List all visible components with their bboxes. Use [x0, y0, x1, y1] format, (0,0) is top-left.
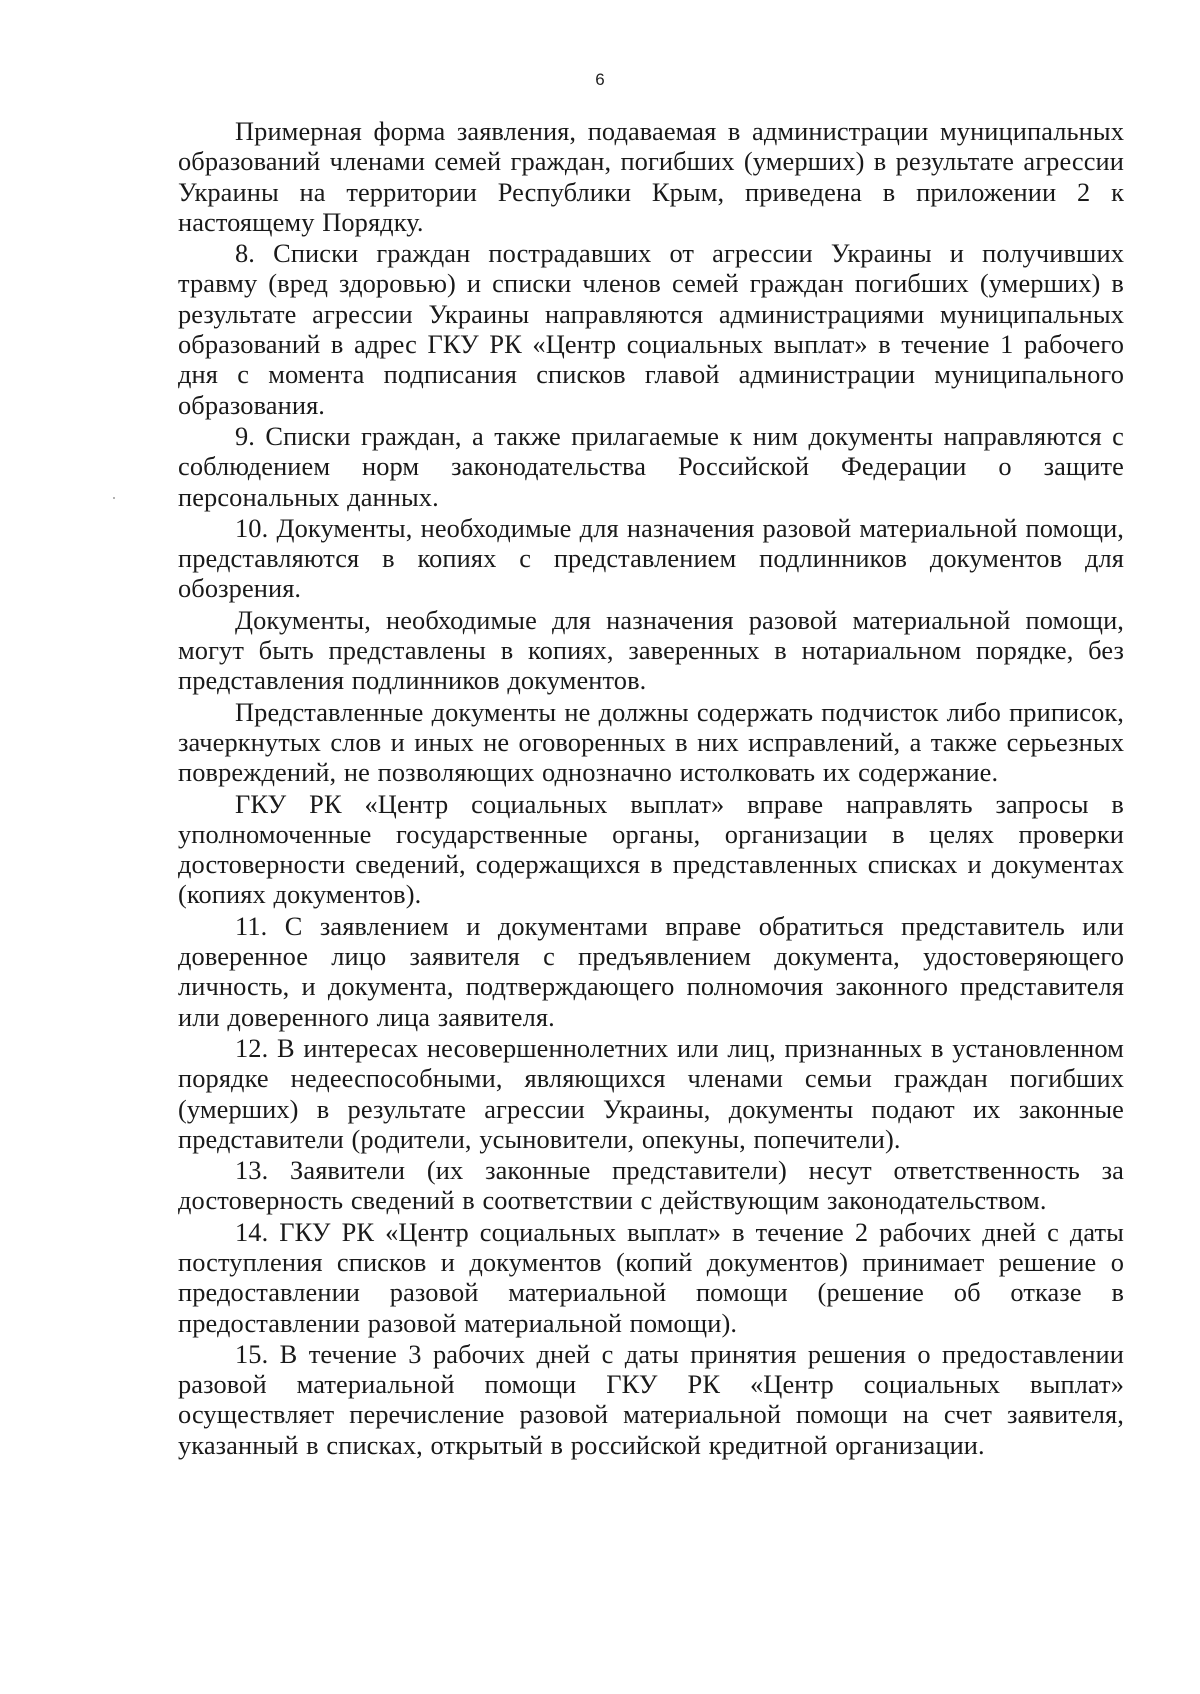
paragraph-9: 9. Списки граждан, а также прилагаемые к ним документы направляются с соблюдением норм законодательства Российской Федерации о защите персональных данных. — [178, 420, 1124, 512]
paragraph-13: 13. Заявители (их законные представители) несут ответственность за достоверность сведений в соответствии с действующим законодательством. — [178, 1155, 1124, 1216]
scan-speck — [113, 497, 115, 499]
page-number: 6 — [595, 70, 605, 89]
paragraph-10-verification-requests: ГКУ РК «Центр социальных выплат» вправе направлять запросы в уполномоченные государственные органы, организации в целях проверки достоверности сведений, содержащихся в представленных списках и документах (копиях документов). — [178, 788, 1124, 910]
paragraph-application-form-note: Примерная форма заявления, подаваемая в администрации муниципальных образований членами семей граждан, погибших (умерших) в результате агрессии Украины на территории Республики Крым, приведена в приложении 2 к настоящему Порядку. — [178, 116, 1124, 237]
paragraph-11: 11. С заявлением и документами вправе обратиться представитель или доверенное лицо заявителя с предъявлением документа, удостоверяющего личность, и документа, подтверждающего полномочия законного представителя или доверенного лица заявителя. — [178, 910, 1124, 1032]
document-body — [178, 116, 1124, 1461]
paragraph-10-document-condition: Представленные документы не должны содержать подчисток либо приписок, зачеркнутых слов и иных не оговоренных в них исправлений, а также серьезных повреждений, не позволяющих однозначно истолковать их содержание. — [178, 696, 1124, 788]
paragraph-10: 10. Документы, необходимые для назначения разовой материальной помощи, представляются в копиях с представлением подлинников документов для обозрения. — [178, 512, 1124, 604]
paragraph-15: 15. В течение 3 рабочих дней с даты принятия решения о предоставлении разовой материальной помощи ГКУ РК «Центр социальных выплат» осуществляет перечисление разовой материальной помощи на счет заявителя, указанный в списках, открытый в российской кредитной организации. — [178, 1338, 1124, 1460]
paragraph-14: 14. ГКУ РК «Центр социальных выплат» в течение 2 рабочих дней с даты поступления списков и документов (копий документов) принимает решение о предоставлении разовой материальной помощи (решение об отказе в предоставлении разовой материальной помощи). — [178, 1216, 1124, 1338]
paragraph-12: 12. В интересах несовершеннолетних или лиц, признанных в установленном порядке недееспособными, являющихся членами семьи граждан погибших (умерших) в результате агрессии Украины, документы подают их законные представители (родители, усыновители, опекуны, попечители). — [178, 1032, 1124, 1154]
paragraph-8: 8. Списки граждан пострадавших от агрессии Украины и получивших травму (вред здоровью) и списки членов семей граждан погибших (умерших) в результате агрессии Украины направляются администрациями муниципальных образований в адрес ГКУ РК «Центр социальных выплат» в течение 1 рабочего дня с момента подписания списков главой администрации муниципального образования. — [178, 238, 1124, 420]
paragraph-10-notarized-copies: Документы, необходимые для назначения разовой материальной помощи, могут быть представлены в копиях, заверенных в нотариальном порядке, без представления подлинников документов. — [178, 604, 1124, 696]
